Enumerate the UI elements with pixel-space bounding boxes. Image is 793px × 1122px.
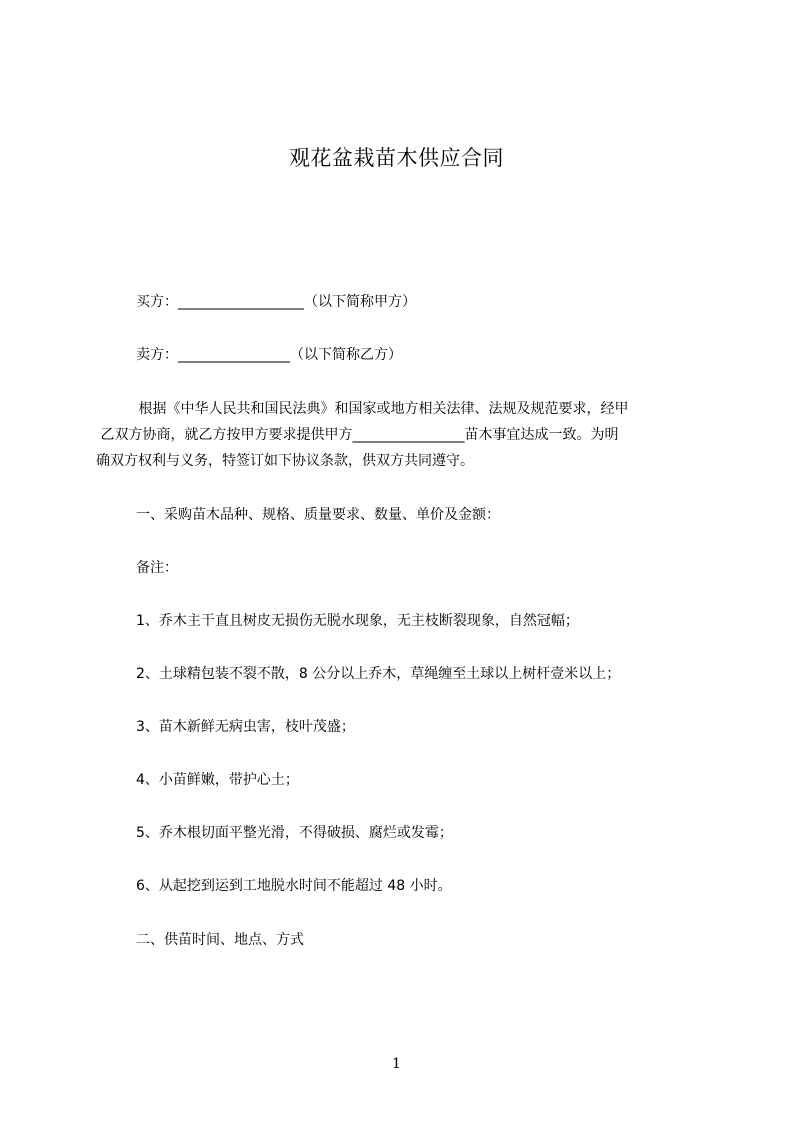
note-item: 4、小苗鲜嫩，带护心土； [136, 772, 299, 788]
note-item: 5、乔木根切面平整光滑，不得破损、腐烂或发霉； [136, 825, 453, 841]
buyer-line: 买方：__________________（以下简称甲方） [136, 294, 416, 310]
note-item: 1、乔木主干直且树皮无损伤无脱水现象，无主枝断裂现象，自然冠幅； [136, 613, 579, 629]
note-item: 6、从起挖到运到工地脱水时间不能超过 48 小时。 [136, 878, 452, 894]
note-item: 3、苗木新鲜无病虫害，枝叶茂盛； [136, 719, 355, 735]
seller-line: 卖方：________________（以下简称乙方） [136, 347, 402, 363]
section-2-heading: 二、供苗时间、地点、方式 [136, 932, 304, 948]
intro-line-2: 乙双方协商，就乙方按甲方要求提供甲方________________苗木事宜达成一致。为明 [96, 427, 619, 443]
intro-line-1: 根据《中华人民共和国民法典》和国家或地方相关法律、法规及规范要求，经甲 [134, 401, 629, 417]
document-title: 观花盆栽苗木供应合同 [289, 146, 504, 170]
section-1-heading: 一、采购苗木品种、规格、质量要求、数量、单价及金额： [136, 507, 500, 523]
page-number: 1 [392, 1056, 401, 1072]
note-item: 2、土球精包装不裂不散，8 公分以上乔木，草绳缠至土球以上树杆壹米以上； [136, 666, 621, 682]
notes-label: 备注： [136, 560, 178, 576]
intro-paragraph [96, 396, 706, 474]
intro-line-3: 确双方权利与义务，特签订如下协议条款，供双方共同遵守。 [96, 453, 474, 469]
